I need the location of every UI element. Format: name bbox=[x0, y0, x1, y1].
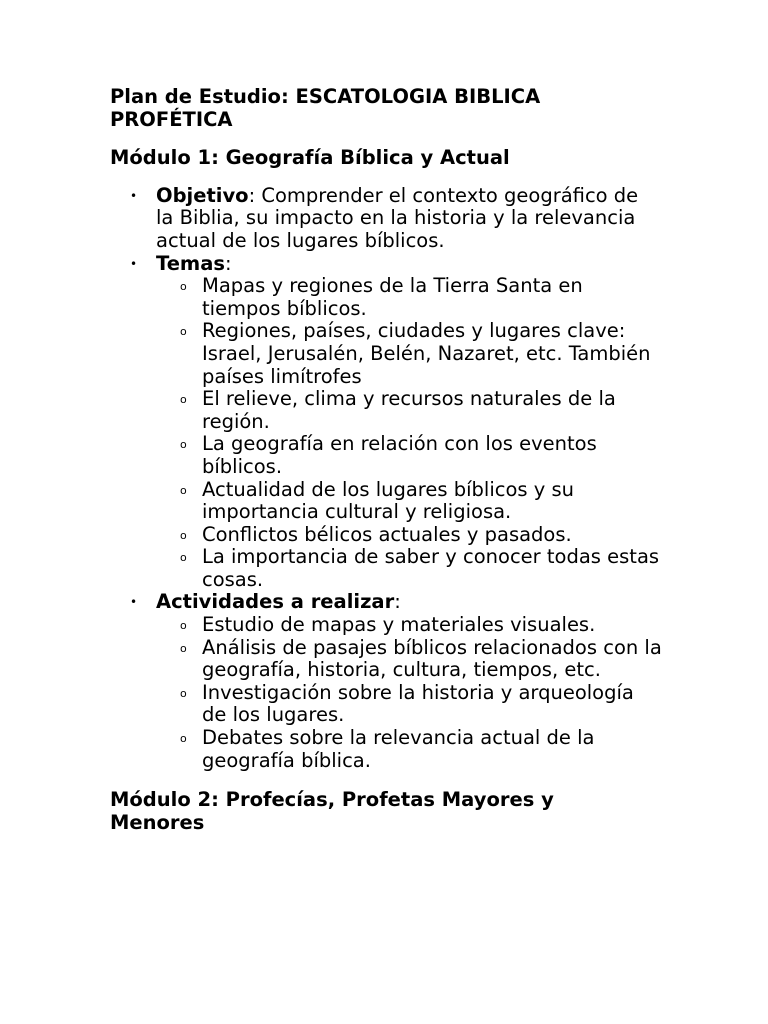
topics-item bbox=[110, 251, 660, 592]
topic-list-item bbox=[156, 546, 662, 591]
bullet-icon: • bbox=[130, 595, 138, 610]
activities-list bbox=[156, 613, 662, 772]
circle-bullet-icon: o bbox=[180, 438, 187, 452]
topic-text: El relieve, clima y recursos naturales de la región. bbox=[202, 387, 616, 433]
document-title: Plan de Estudio: ESCATOLOGIA BIBLICA PROFÉTICA bbox=[110, 85, 541, 131]
module-1-outline bbox=[110, 185, 668, 772]
topic-text: La importancia de saber y conocer todas estas cosas. bbox=[202, 545, 660, 591]
circle-bullet-icon: o bbox=[180, 325, 187, 339]
topics-list bbox=[156, 274, 660, 591]
module-1-title: Módulo 1: Geografía Bíblica y Actual bbox=[110, 146, 510, 170]
topic-list-item bbox=[156, 320, 662, 388]
circle-bullet-icon: o bbox=[180, 732, 187, 746]
topic-text: Actualidad de los lugares bíblicos y su importancia cultural y religiosa. bbox=[202, 477, 575, 524]
circle-bullet-icon: o bbox=[180, 528, 187, 542]
circle-bullet-icon: o bbox=[180, 393, 187, 407]
activity-list-item bbox=[156, 682, 662, 727]
bullet-icon: • bbox=[130, 188, 138, 203]
activity-text: Debates sobre la relevancia actual de la geografía bíblica. bbox=[202, 726, 595, 772]
topics-label: Temas bbox=[156, 251, 226, 275]
topic-text: Conflictos bélicos actuales y pasados. bbox=[202, 522, 572, 546]
topics-suffix: : bbox=[225, 251, 232, 275]
activity-text: Investigación sobre la historia y arqueología de los lugares. bbox=[202, 680, 634, 727]
topic-list-item bbox=[156, 433, 662, 478]
activities-label: Actividades a realizar bbox=[156, 590, 395, 614]
bullet-icon: • bbox=[130, 256, 138, 271]
topic-list-item bbox=[156, 275, 662, 320]
circle-bullet-icon: o bbox=[180, 686, 187, 700]
topic-text: Regiones, países, ciudades y lugares clave: Israel, Jerusalén, Belén, Nazaret, etc. También países limítrofes bbox=[202, 319, 651, 388]
activity-text: Análisis de pasajes bíblicos relacionados con la geografía, historia, cultura, tiempos, etc. bbox=[202, 635, 662, 682]
objective-text: : Comprender el contexto geográfico de la Biblia, su impacto en la historia y la relevancia actual de los lugares bíblicos. bbox=[156, 183, 639, 252]
objective-label: Objetivo bbox=[156, 183, 249, 207]
circle-bullet-icon: o bbox=[180, 551, 187, 565]
topic-text: Mapas y regiones de la Tierra Santa en tiempos bíblicos. bbox=[202, 274, 583, 320]
activity-list-item bbox=[156, 637, 662, 682]
circle-bullet-icon: o bbox=[180, 483, 187, 497]
topic-text: La geografía en relación con los eventos bíblicos. bbox=[202, 432, 597, 478]
objective-item bbox=[110, 185, 656, 253]
activities-suffix: : bbox=[394, 590, 401, 614]
topic-list-item bbox=[156, 524, 662, 547]
activity-list-item bbox=[156, 727, 662, 772]
activities-item bbox=[110, 590, 662, 772]
topic-list-item bbox=[156, 388, 662, 433]
circle-bullet-icon: o bbox=[180, 619, 187, 633]
module-2-title: Módulo 2: Profecías, Profetas Mayores y Menores bbox=[110, 788, 554, 834]
topic-list-item bbox=[156, 479, 662, 524]
circle-bullet-icon: o bbox=[180, 280, 187, 294]
activity-list-item bbox=[156, 614, 662, 637]
activity-text: Estudio de mapas y materiales visuales. bbox=[202, 613, 596, 637]
circle-bullet-icon: o bbox=[180, 641, 187, 655]
